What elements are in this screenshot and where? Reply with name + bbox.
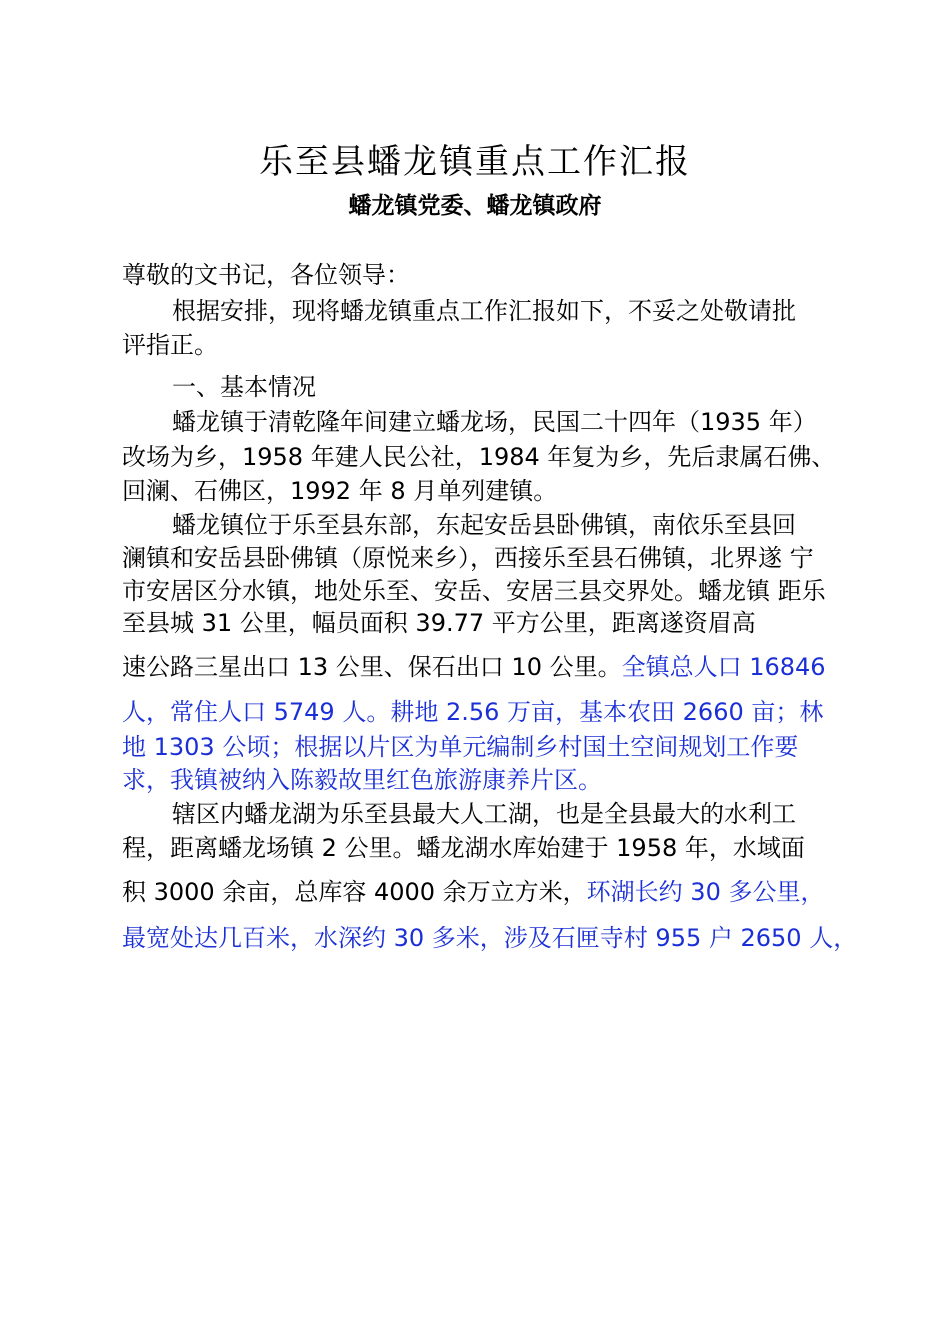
para1-line-3: 回澜、石佛区，1992 年 8 月单列建镇。 <box>122 477 558 505</box>
para2-line-1: 蟠龙镇位于乐至县东部，东起安岳县卧佛镇，南依乐至县回 <box>172 511 796 539</box>
para2-line-6: 人，常住人口 5749 人。耕地 2.56 万亩，基本农田 2660 亩；林 <box>122 698 824 726</box>
para1-line-2: 改场为乡，1958 年建人民公社，1984 年复为乡，先后隶属石佛、 <box>122 443 836 471</box>
para2-line-2: 澜镇和安岳县卧佛镇（原悦来乡），西接乐至县石佛镇，北界遂 宁 <box>122 544 814 572</box>
para2-line-5-text: 速公路三星出口 13 公里、保石出口 10 公里。 <box>122 653 622 681</box>
para3-line-2: 程，距离蟠龙场镇 2 公里。蟠龙湖水库始建于 1958 年，水域面 <box>122 834 805 862</box>
para3-line-3-highlight: 环湖长约 30 多公里， <box>586 878 825 906</box>
document-title: 乐至县蟠龙镇重点工作汇报 <box>259 142 691 182</box>
para2-line-5 <box>122 650 826 684</box>
intro-line-1: 根据安排，现将蟠龙镇重点工作汇报如下，不妥之处敬请批 <box>172 297 796 325</box>
para2-line-8: 求，我镇被纳入陈毅故里红色旅游康养片区。 <box>122 766 602 794</box>
intro-line-2: 评指正。 <box>122 331 218 359</box>
para2-line-4: 至县城 31 公里，幅员面积 39.77 平方公里，距离遂资眉高 <box>122 609 756 637</box>
section-heading: 一、基本情况 <box>172 373 316 401</box>
document-subtitle: 蟠龙镇党委、蟠龙镇政府 <box>348 193 602 219</box>
para2-line-3: 市安居区分水镇，地处乐至、安岳、安居三县交界处。蟠龙镇 距乐 <box>122 577 826 605</box>
para1-line-1: 蟠龙镇于清乾隆年间建立蟠龙场，民国二十四年（1935 年） <box>172 408 817 436</box>
para2-line-7: 地 1303 公顷；根据以片区为单元编制乡村国土空间规划工作要 <box>122 733 799 761</box>
para3-line-4: 最宽处达几百米，水深约 30 多米，涉及石匣寺村 955 户 2650 人， <box>122 924 858 952</box>
salutation: 尊敬的文书记，各位领导： <box>122 261 410 289</box>
para3-line-3 <box>122 875 824 909</box>
para3-line-3-text: 积 3000 余亩，总库容 4000 余万立方米， <box>122 878 587 906</box>
para3-line-1: 辖区内蟠龙湖为乐至县最大人工湖，也是全县最大的水利工 <box>172 800 796 828</box>
para2-line-5-highlight: 全镇总人口 16846 <box>621 653 826 681</box>
